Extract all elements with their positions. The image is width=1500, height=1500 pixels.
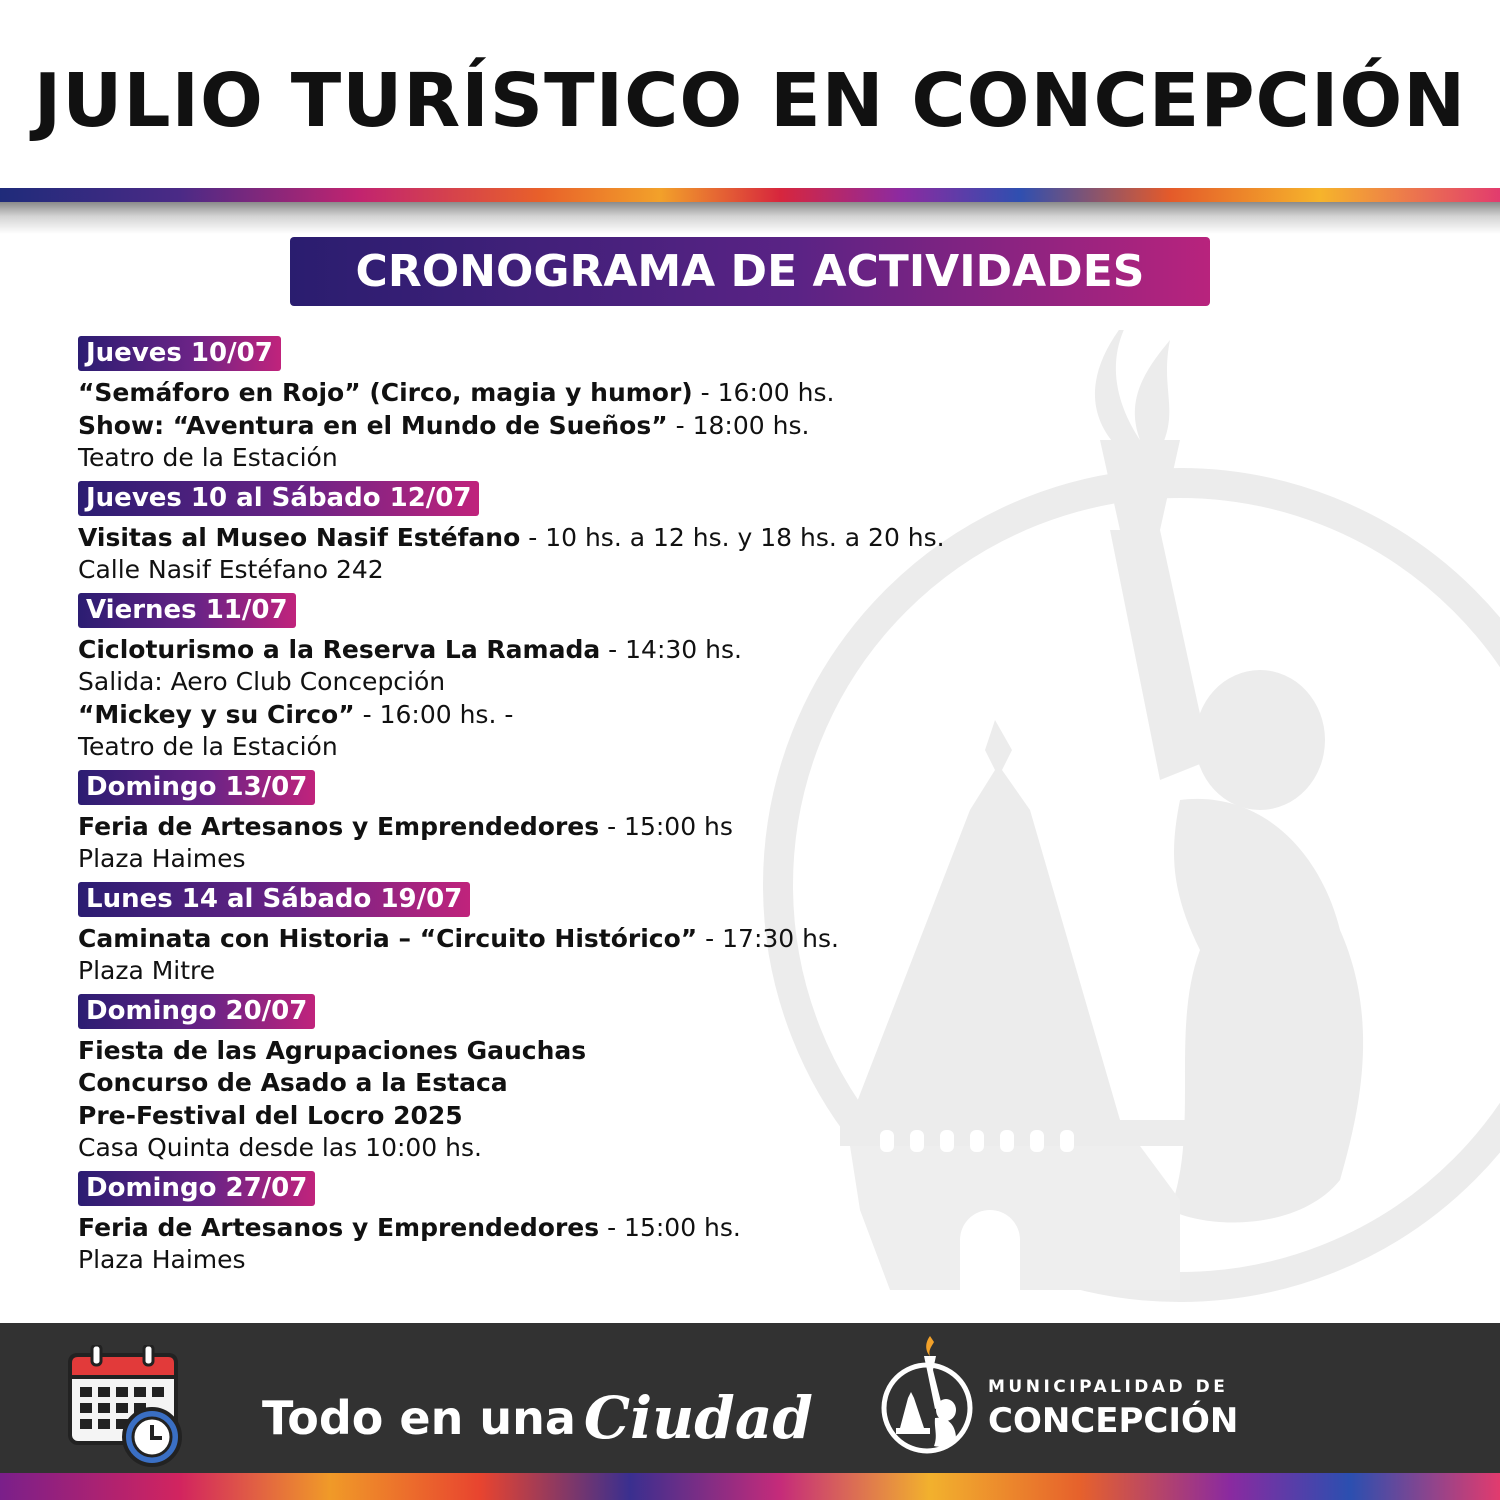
schedule-day: [78, 336, 1078, 475]
slogan-script-text: Ciudad: [583, 1384, 813, 1452]
activity-location: Salida: Aero Club Concepción: [78, 667, 446, 696]
day-label: Domingo 13/07: [78, 770, 315, 805]
calendar-clock-icon: [66, 1345, 186, 1470]
activity-line: “Semáforo en Rojo” (Circo, magia y humor) - 16:00 hs.: [78, 378, 835, 407]
schedule-day: [78, 882, 1078, 988]
activity-location: Teatro de la Estación: [78, 732, 338, 761]
color-band: [0, 188, 1500, 202]
page-title: JULIO TURÍSTICO EN CONCEPCIÓN: [33, 58, 1467, 144]
municipal-emblem-icon: [878, 1336, 976, 1454]
activity-line: Fiesta de las Agrupaciones Gauchas: [78, 1035, 587, 1065]
footer-color-band: [0, 1473, 1500, 1500]
day-label: Domingo 20/07: [78, 994, 315, 1029]
activity-line: Cicloturismo a la Reserva La Ramada - 14:30 hs.: [78, 634, 742, 664]
day-label: Jueves 10/07: [78, 336, 281, 371]
slogan: [262, 1384, 813, 1454]
activity-location: Teatro de la Estación: [78, 443, 338, 472]
day-label: Domingo 27/07: [78, 1171, 315, 1206]
activity-location: Casa Quinta desde las 10:00 hs.: [78, 1133, 482, 1162]
band-shadow: [0, 202, 1500, 234]
schedule-heading: CRONOGRAMA DE ACTIVIDADES: [290, 237, 1210, 306]
slogan-text: Todo en una: [262, 1391, 576, 1445]
schedule-day: [78, 994, 1078, 1165]
activity-line: “Mickey y su Circo” - 16:00 hs. -: [78, 699, 514, 729]
municipality-label: MUNICIPALIDAD DE: [988, 1377, 1229, 1397]
activity-location: Plaza Haimes: [78, 844, 246, 873]
day-label: Jueves 10 al Sábado 12/07: [78, 481, 479, 516]
activity-line: Show: “Aventura en el Mundo de Sueños” - 18:00 hs.: [78, 410, 810, 440]
activity-line: Pre-Festival del Locro 2025: [78, 1100, 463, 1130]
schedule-day: [78, 481, 1078, 587]
activity-line: Feria de Artesanos y Emprendedores - 15:00 hs.: [78, 1212, 741, 1242]
schedule-day: [78, 1171, 1078, 1277]
municipality-name: CONCEPCIÓN: [988, 1401, 1239, 1441]
day-label: Lunes 14 al Sábado 19/07: [78, 882, 470, 917]
activity-location: Calle Nasif Estéfano 242: [78, 555, 384, 584]
activity-line: Caminata con Historia – “Circuito Histórico” - 17:30 hs.: [78, 923, 839, 953]
schedule-list: [78, 336, 1078, 1283]
schedule-day: [78, 770, 1078, 876]
activity-line: Concurso de Asado a la Estaca: [78, 1068, 508, 1097]
day-label: Viernes 11/07: [78, 593, 296, 628]
activity-location: Plaza Mitre: [78, 956, 216, 985]
activity-line: Feria de Artesanos y Emprendedores - 15:00 hs: [78, 811, 733, 841]
activity-line: Visitas al Museo Nasif Estéfano - 10 hs. a 12 hs. y 18 hs. a 20 hs.: [78, 522, 945, 552]
activity-location: Plaza Haimes: [78, 1245, 246, 1274]
schedule-day: [78, 593, 1078, 764]
